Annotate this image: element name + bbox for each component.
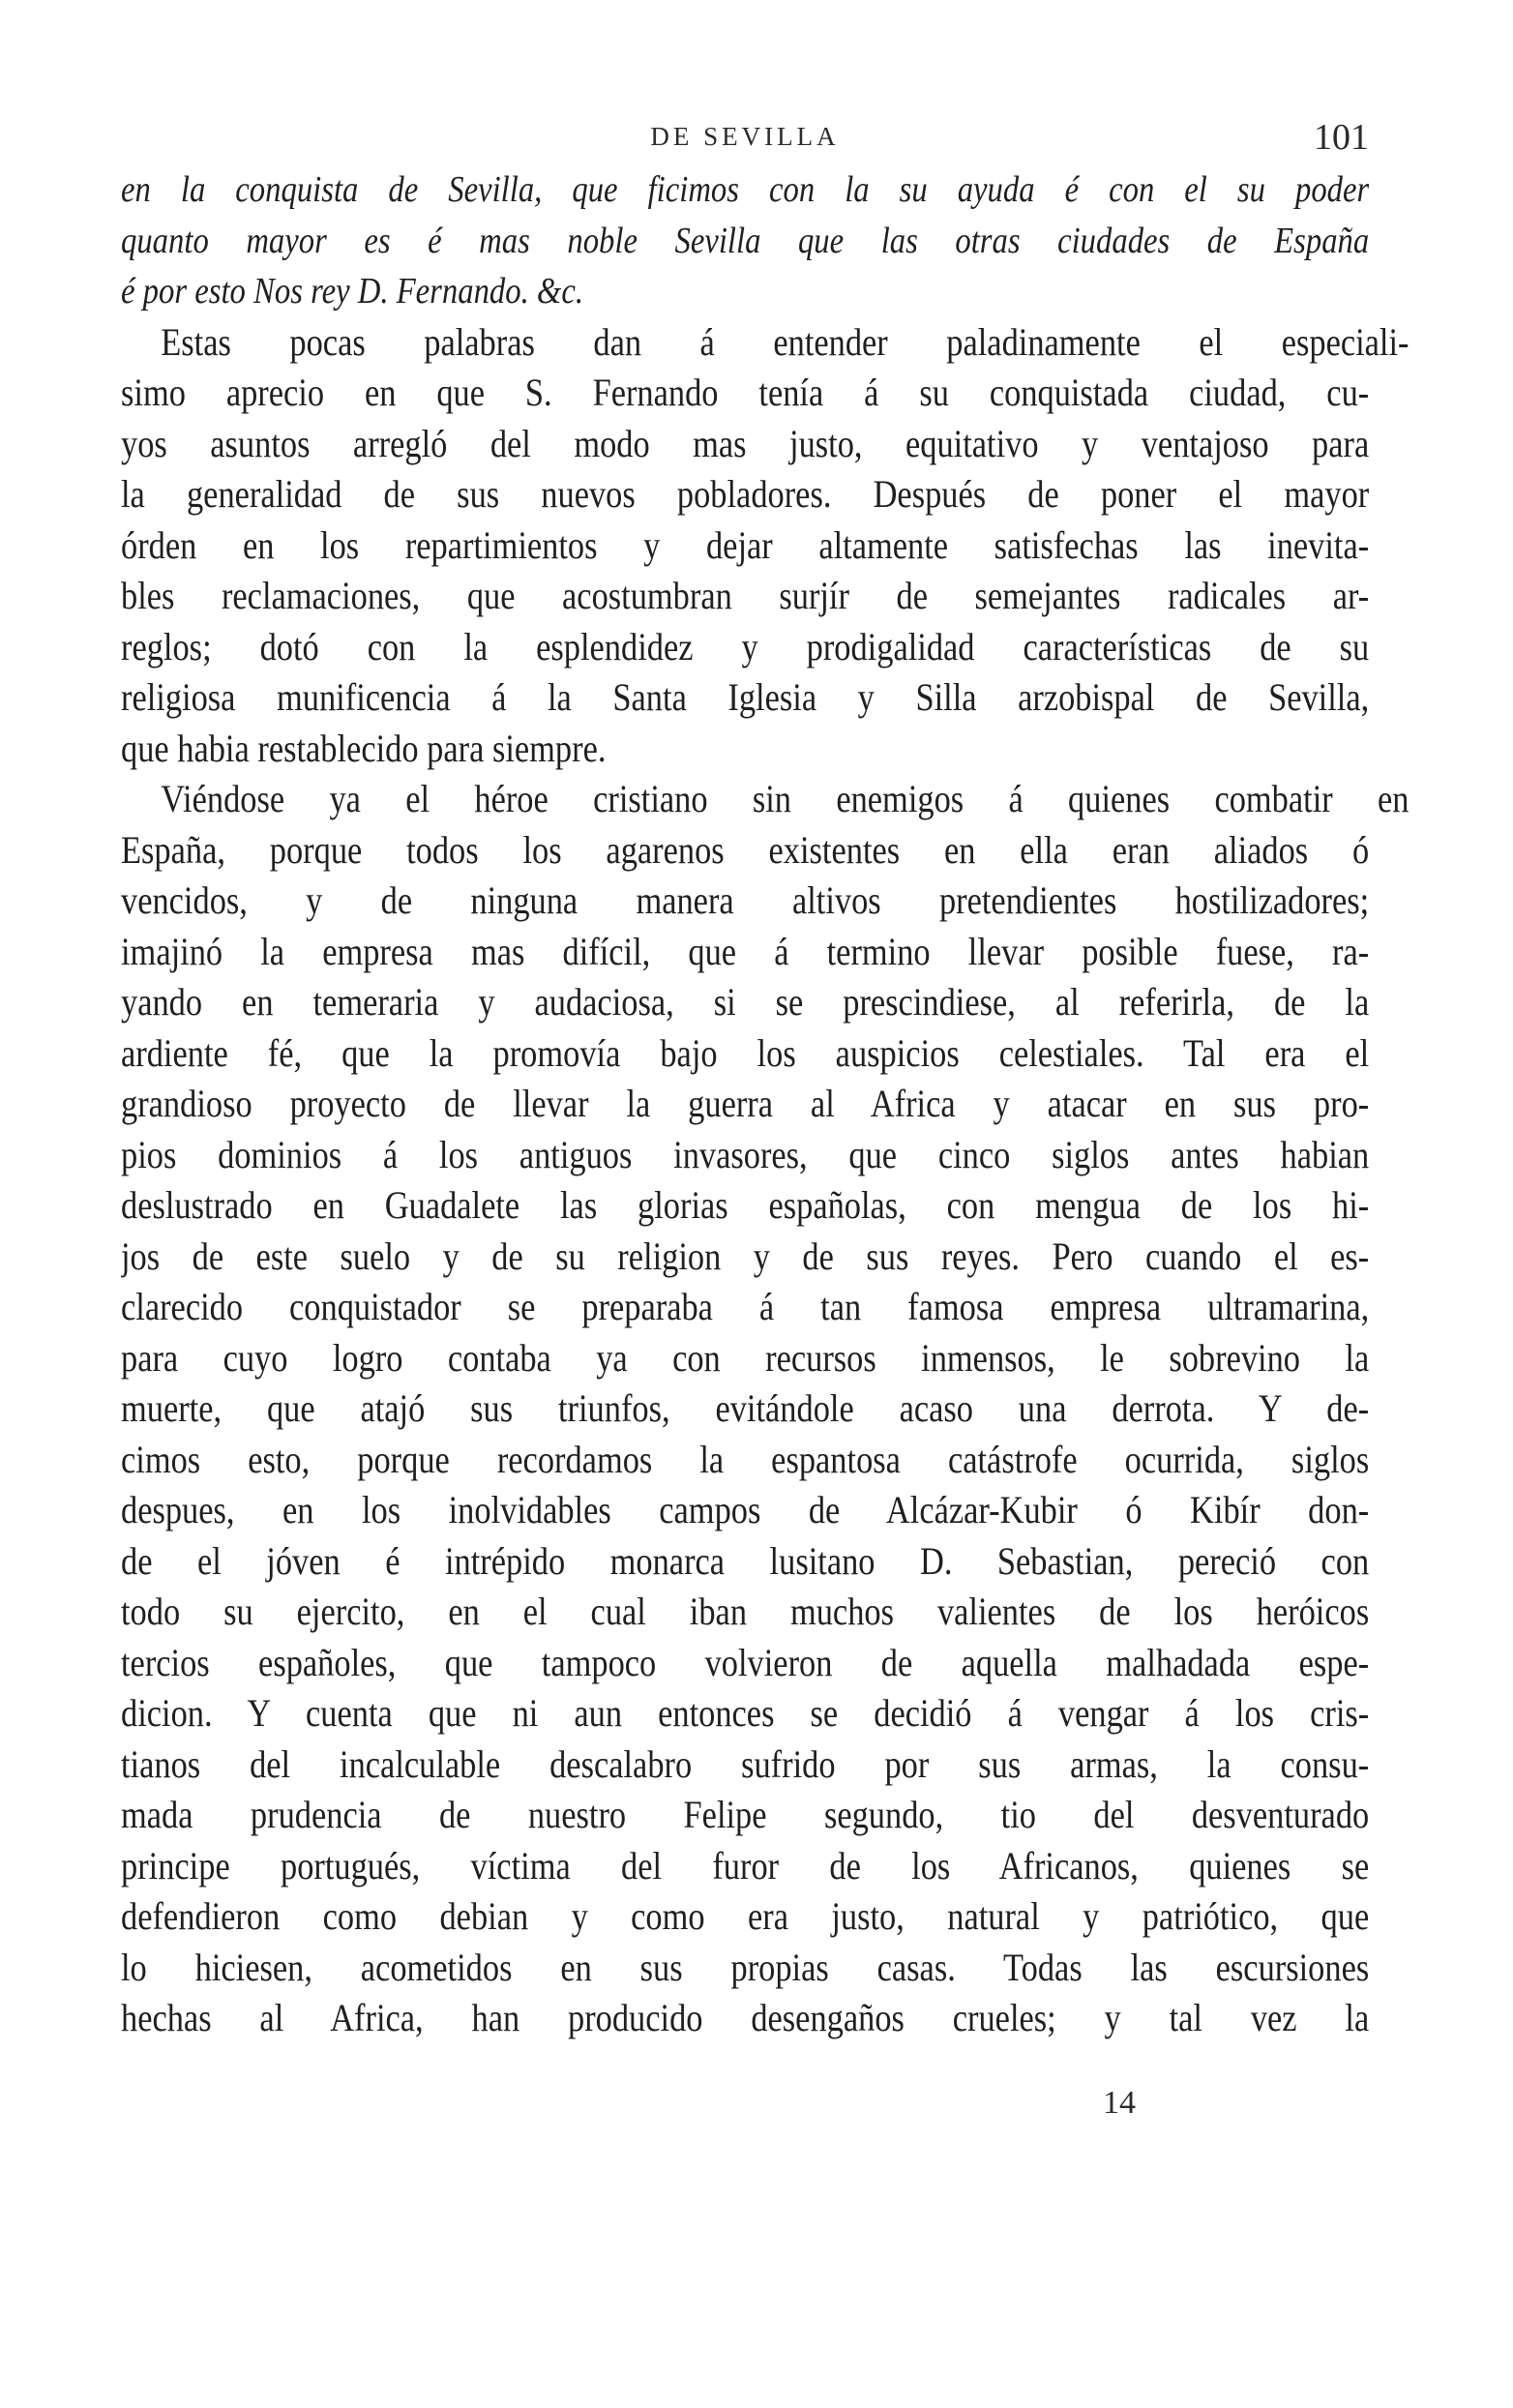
text-line: Estas pocas palabras dan á entender paladinamente el especiali- [161,319,1409,364]
page-header [121,117,1369,170]
text-line: que habia restablecido para siempre. [121,726,607,770]
text-line: imajinó la empresa mas difícil, que á termino llevar posible fuese, ra- [121,929,1370,973]
quote-line: é por esto Nos rey D. Fernando. &c. [121,271,584,312]
text-line: hechas al Africa, han producido desengaños crueles; y tal vez la [121,1996,1370,2039]
text-line: para cuyo logro contaba ya con recursos inmensos, le sobrevino la [121,1335,1370,1380]
text-line: bles reclamaciones, que acostumbran surjír de semejantes radicales ar- [121,574,1370,617]
text-line: Viéndose ya el héroe cristiano sin enemigos á quienes combatir en [161,777,1409,820]
text-line: tianos del incalculable descalabro sufrido por sus armas, la consu- [121,1741,1370,1786]
quote-line: quanto mayor es é mas noble Sevilla que las otras ciudades de España [121,220,1370,261]
text-line: pios dominios á los antiguos invasores, que cinco siglos antes habian [121,1132,1370,1176]
text-line: principe portugués, víctima del furor de los Africanos, quienes se [121,1843,1370,1888]
text-line: cimos esto, porque recordamos la espantosa catástrofe ocurrida, siglos [121,1437,1370,1481]
text-line: clarecido conquistador se preparaba á tan famosa empresa ultramarina, [121,1285,1370,1328]
running-title: DE SEVILLA [650,122,840,151]
text-line: tercios españoles, que tampoco volvieron de aquella malhadada espe- [121,1640,1370,1684]
text-line: religiosa munificencia á la Santa Iglesia y Silla arzobispal de Sevilla, [121,675,1370,719]
text-line: muerte, que atajó sus triunfos, evitándole acaso una derrota. Y de- [121,1386,1370,1430]
text-line: vencidos, y de ninguna manera altivos pretendientes hostilizadores; [121,878,1370,922]
page-body [121,164,1409,2044]
text-line: todo su ejercito, en el cual iban muchos valientes de los heróicos [121,1590,1370,1633]
text-line: simo aprecio en que S. Fernando tenía á su conquistada ciudad, cu- [121,371,1370,414]
text-line: despues, en los inolvidables campos de Alcázar-Kubir ó Kibír don- [121,1488,1370,1531]
text-line: grandioso proyecto de llevar la guerra al Africa y atacar en sus pro- [121,1082,1370,1125]
text-line: mada prudencia de nuestro Felipe segundo, tio del desventurado [121,1793,1370,1836]
signature-mark: 14 [1103,2085,1136,2121]
text-line: órden en los repartimientos y dejar altamente satisfechas las inevita- [121,522,1370,567]
page-number: 101 [1314,117,1369,158]
text-line: yando en temeraria y audaciosa, si se prescindiese, al referirla, de la [121,980,1370,1024]
text-line: yos asuntos arregló del modo mas justo, equitativo y ventajoso para [121,421,1370,465]
text-line: la generalidad de sus nuevos pobladores. Después de poner el mayor [121,472,1370,516]
quote-line: en la conquista de Sevilla, que ficimos con la su ayuda é con el su poder [121,169,1370,210]
text-line: lo hiciesen, acometidos en sus propias casas. Todas las escursiones [121,1945,1370,1989]
text-line: España, porque todos los agarenos existentes en ella eran aliados ó [121,827,1370,872]
text-line: jos de este suelo y de su religion y de sus reyes. Pero cuando el es- [121,1234,1370,1278]
text-line: ardiente fé, que la promovía bajo los auspicios celestiales. Tal era el [121,1030,1370,1075]
text-line: reglos; dotó con la esplendidez y prodigalidad características de su [121,624,1370,669]
text-line: dicion. Y cuenta que ni aun entonces se decidió á vengar á los cris- [121,1691,1370,1735]
text-line: de el jóven é intrépido monarca lusitano D. Sebastian, pereció con [121,1538,1370,1583]
text-line: defendieron como debian y como era justo, natural y patriótico, que [121,1894,1370,1938]
text-line: deslustrado en Guadalete las glorias españolas, con mengua de los hi- [121,1183,1370,1227]
